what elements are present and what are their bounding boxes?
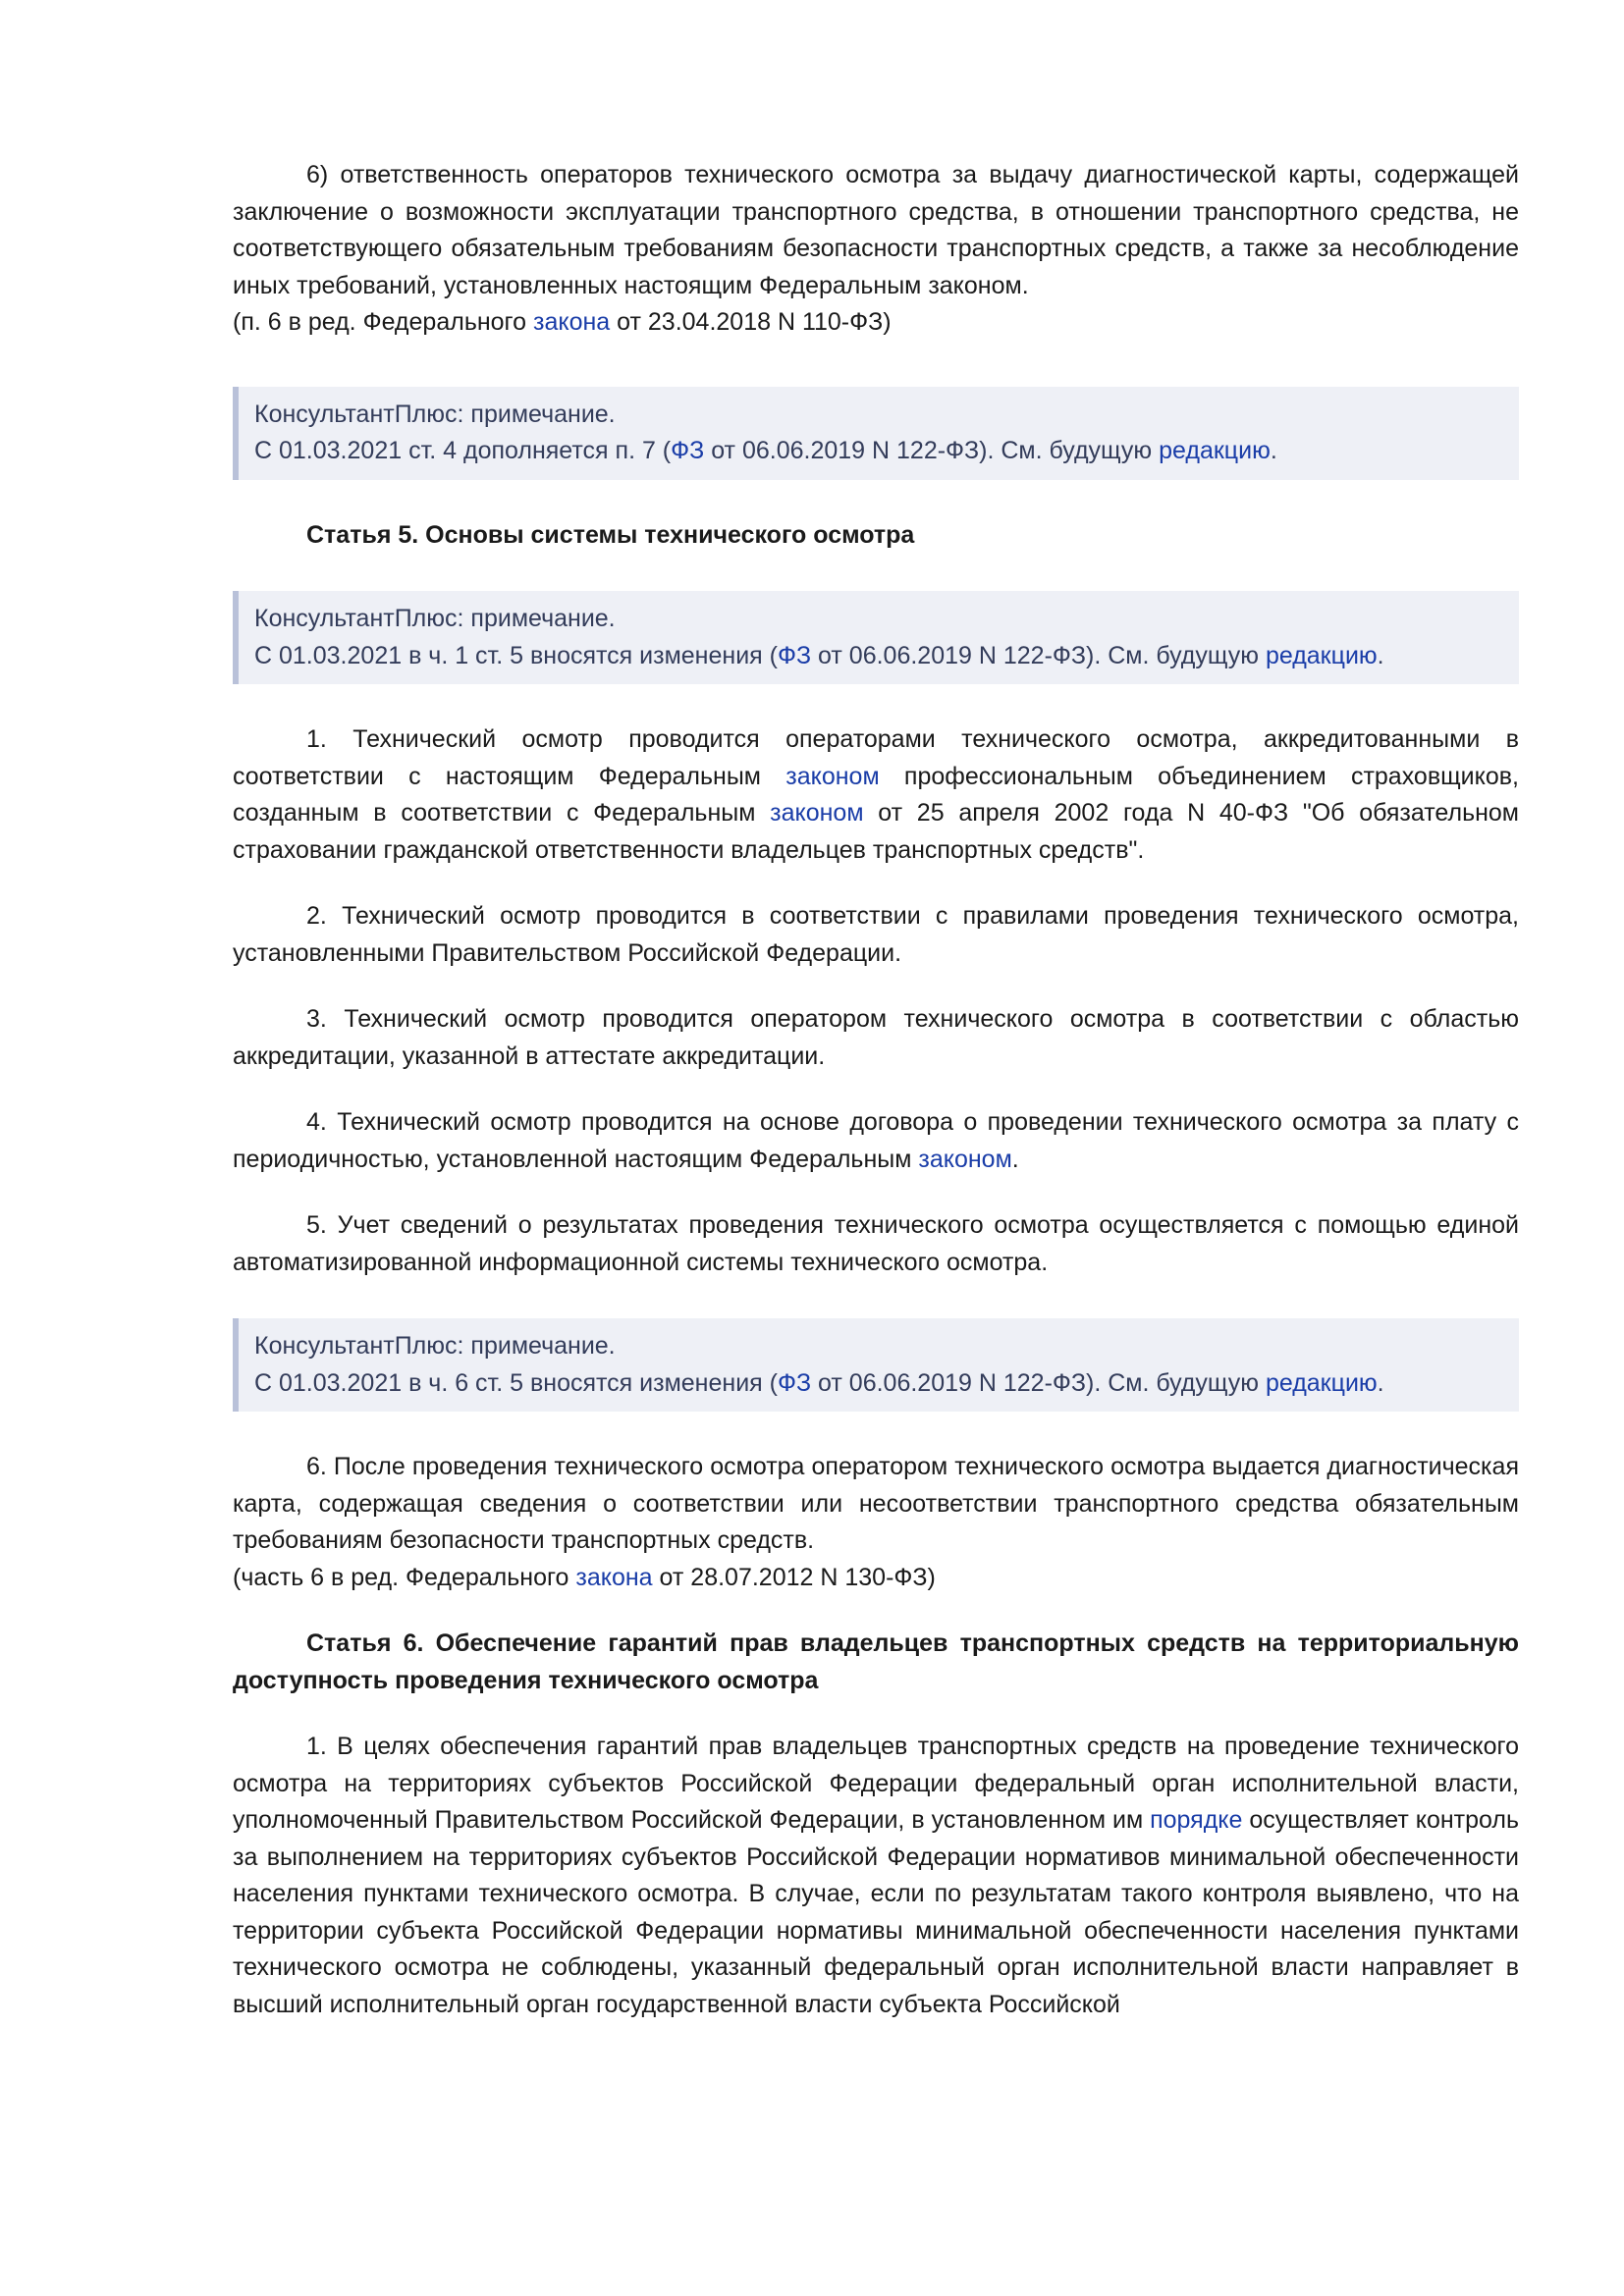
note-text: С 01.03.2021 ст. 4 дополняется п. 7 (: [254, 437, 672, 464]
note-title: КонсультантПлюс: примечание.: [254, 1332, 616, 1360]
note-title: КонсультантПлюс: примечание.: [254, 605, 616, 632]
article-6-heading: Статья 6. Обеспечение гарантий прав владельцев транспортных средств на территориальную доступность проведения технического осмотра: [233, 1629, 1519, 1694]
note-text: от 06.06.2019 N 122-ФЗ). См. будущую: [811, 641, 1266, 669]
procedure-link[interactable]: порядке: [1150, 1806, 1243, 1834]
article-5-part-5: 5. Учет сведений о результатах проведения технического осмотра осуществляется с помощью единой автоматизированной информационной системы технического осмотра.: [233, 1211, 1519, 1276]
article-6-part-1: [233, 1729, 1519, 2023]
note-title: КонсультантПлюс: примечание.: [254, 400, 616, 428]
paragraph-text: 1. В целях обеспечения гарантий прав владельцев транспортных средств на проведение технического осмотра на территориях субъектов Российской Федерации федеральный орган исполнительной власти, уполномоченный Правительством Российской Федерации, в установленном им: [233, 1733, 1519, 1834]
article-5-part-6: 6. После проведения технического осмотра оператором технического осмотра выдается диагностическая карта, содержащая сведения о соответствии или несоответствии транспортного средства обязательным требованиям безопасности транспортных средств.: [233, 1453, 1519, 1554]
law-link[interactable]: законом: [770, 799, 864, 827]
article-5-part-1: [233, 721, 1519, 869]
item-6-paragraph: [233, 157, 1519, 304]
paragraph-text: профессиональным объединением страховщиков, созданным в соответствии с Федеральным: [233, 762, 1519, 827]
paragraph-text: от 25 апреля 2002 года N 40-ФЗ "Об обязательном страховании гражданской ответственности владельцев транспортных средств".: [233, 799, 1519, 864]
document-page: [233, 157, 1519, 2023]
amendment-text: (п. 6 в ред. Федерального: [233, 308, 533, 336]
note-text: от 06.06.2019 N 122-ФЗ). См. будущую: [811, 1368, 1266, 1397]
amendment-text: от 23.04.2018 N 110-ФЗ): [610, 308, 892, 336]
law-link[interactable]: закона: [532, 308, 611, 336]
amendment-text: от 28.07.2012 N 130-ФЗ): [652, 1563, 936, 1591]
note-text: .: [1270, 437, 1277, 464]
article-5-heading: Статья 5. Основы системы технического осмотра: [306, 520, 915, 549]
article-5-part-3: 3. Технический осмотр проводится оператором технического осмотра в соответствии с областью аккредитации, указанной в аттестате аккредитации.: [233, 1005, 1519, 1070]
edition-link[interactable]: редакцию: [1265, 641, 1378, 669]
note-text: .: [1377, 1368, 1384, 1397]
paragraph-text: .: [1011, 1145, 1019, 1173]
fz-link[interactable]: ФЗ: [777, 1368, 812, 1397]
note-body: [254, 638, 1501, 675]
consultant-note-2: [233, 591, 1519, 684]
consultant-note-3: [233, 1318, 1519, 1412]
law-link[interactable]: законом: [785, 762, 880, 790]
note-body: [254, 1365, 1501, 1403]
item-6-text: 6) ответственность операторов технического осмотра за выдачу диагностической карты, содержащей заключение о возможности эксплуатации транспортного средства, в отношении транспортного средства, не соответствующего обязательным требованиям безопасности транспортных средств, а также за несоблюдение иных требований, установленных настоящим Федеральным законом.: [233, 161, 1519, 299]
paragraph-text: 4. Технический осмотр проводится на основе договора о проведении технического осмотра за плату с периодичностью, установленной настоящим Федеральным: [233, 1108, 1519, 1173]
paragraph-text: осуществляет контроль за выполнением на территориях субъектов Российской Федерации нормативов минимальной обеспеченности населения пунктами технического осмотра. В случае, если по результатам такого контроля выявлено, что на территории субъекта Российской Федерации нормативы минимальной обеспеченности населения пунктами технического осмотра не соблюдены, указанный федеральный орган исполнительной власти направляет в высший исполнительный орган государственной власти субъекта Российской: [233, 1806, 1519, 2018]
note-body: [254, 433, 1501, 470]
note-text: С 01.03.2021 в ч. 6 ст. 5 вносятся изменения (: [254, 1368, 778, 1397]
consultant-note-1: [233, 387, 1519, 480]
paragraph-text: 1. Технический осмотр проводится операторами технического осмотра, аккредитованными в соответствии с настоящим Федеральным: [233, 725, 1519, 790]
note-text: .: [1377, 641, 1384, 669]
note-text: С 01.03.2021 в ч. 1 ст. 5 вносятся изменения (: [254, 641, 778, 669]
edition-link[interactable]: редакцию: [1265, 1368, 1378, 1397]
article-5-part-2: 2. Технический осмотр проводится в соответствии с правилами проведения технического осмотра, установленными Правительством Российской Федерации.: [233, 902, 1519, 967]
amendment-text: (часть 6 в ред. Федерального: [233, 1563, 576, 1591]
part-6-amendment: [233, 1560, 1519, 1597]
item-6-amendment: [233, 304, 1519, 342]
law-link[interactable]: закона: [575, 1563, 653, 1591]
fz-link[interactable]: ФЗ: [671, 437, 705, 464]
fz-link[interactable]: ФЗ: [777, 641, 812, 669]
article-5-part-4: [233, 1104, 1519, 1178]
law-link[interactable]: законом: [918, 1145, 1012, 1173]
note-text: от 06.06.2019 N 122-ФЗ). См. будущую: [704, 437, 1160, 464]
edition-link[interactable]: редакцию: [1159, 437, 1271, 464]
